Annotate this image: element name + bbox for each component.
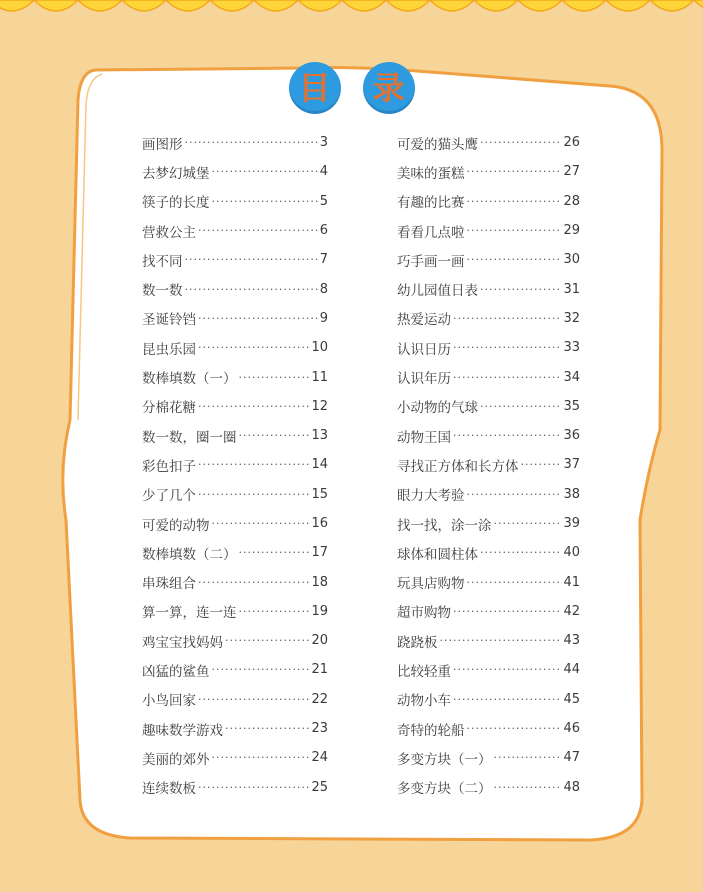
toc-entry-title: 凶猛的鲨鱼 <box>142 663 210 680</box>
toc-entry-title: 玩具店购物 <box>397 576 465 593</box>
toc-entry[interactable] <box>397 480 580 509</box>
toc-entry-page: 3 <box>319 135 328 151</box>
toc-entry[interactable] <box>397 597 580 626</box>
toc-entry-title: 昆虫乐园 <box>142 341 196 358</box>
toc-entry-page: 34 <box>563 369 580 385</box>
toc-entry[interactable] <box>142 685 328 714</box>
toc-entry[interactable] <box>142 392 328 421</box>
toc-entry-page: 48 <box>563 779 580 795</box>
toc-entry-page: 25 <box>311 779 328 795</box>
toc-entry-page: 40 <box>563 545 580 561</box>
toc-entry-page: 26 <box>563 135 580 151</box>
dot-leader <box>480 400 561 413</box>
dot-leader <box>198 576 309 589</box>
dot-leader <box>467 253 562 266</box>
toc-entry[interactable] <box>142 597 328 626</box>
toc-entry-title: 有趣的比赛 <box>397 195 465 212</box>
toc-entry-page: 9 <box>319 310 328 326</box>
dot-leader <box>521 458 562 471</box>
toc-entry-page: 27 <box>563 164 580 180</box>
toc-entry-title: 看看几点啦 <box>397 224 465 241</box>
toc-entry-title: 彩色扣子 <box>142 458 196 475</box>
toc-entry-page: 5 <box>319 193 328 209</box>
toc-entry-page: 30 <box>563 252 580 268</box>
toc-entry[interactable] <box>142 157 328 186</box>
toc-entry[interactable] <box>397 509 580 538</box>
toc-entry-page: 10 <box>311 340 328 356</box>
toc-entry[interactable] <box>397 128 580 157</box>
toc-entry[interactable] <box>397 216 580 245</box>
toc-entry-title: 连续数板 <box>142 781 196 798</box>
toc-entry[interactable] <box>142 655 328 684</box>
toc-entry[interactable] <box>397 655 580 684</box>
toc-entry-page: 38 <box>563 486 580 502</box>
toc-entry[interactable] <box>397 538 580 567</box>
toc-entry[interactable] <box>142 450 328 479</box>
toc-entry[interactable] <box>397 274 580 303</box>
toc-entry-title: 鸡宝宝找妈妈 <box>142 634 223 651</box>
toc-entry[interactable] <box>142 245 328 274</box>
toc-entry-title: 找不同 <box>142 253 183 270</box>
toc-entry[interactable] <box>142 304 328 333</box>
toc-entry[interactable] <box>397 362 580 391</box>
toc-entry-title: 找一找，涂一涂 <box>397 517 492 534</box>
toc-entry-page: 6 <box>319 223 328 239</box>
toc-entry-page: 21 <box>311 662 328 678</box>
toc-entry-page: 32 <box>563 310 580 326</box>
toc-entry-page: 41 <box>563 574 580 590</box>
toc-entry-page: 36 <box>563 428 580 444</box>
dot-leader <box>453 371 561 384</box>
dot-leader <box>185 283 318 296</box>
toc-entry-title: 多变方块（一） <box>397 751 492 768</box>
dot-leader <box>494 517 562 530</box>
toc-entry-title: 多变方块（二） <box>397 781 492 798</box>
toc-entry-page: 7 <box>319 252 328 268</box>
toc-entry[interactable] <box>397 567 580 596</box>
toc-entry-page: 19 <box>311 603 328 619</box>
toc-entry[interactable] <box>397 157 580 186</box>
toc-entry-title: 小鸟回家 <box>142 693 196 710</box>
toc-entry-title: 动物小车 <box>397 693 451 710</box>
dot-leader <box>198 458 309 471</box>
title-badge-2 <box>363 62 415 114</box>
toc-entry[interactable] <box>397 245 580 274</box>
toc-entry[interactable] <box>397 773 580 802</box>
toc-entry-title: 可爱的动物 <box>142 517 210 534</box>
toc-entry[interactable] <box>397 743 580 772</box>
toc-entry[interactable] <box>142 773 328 802</box>
toc-entry-title: 小动物的气球 <box>397 400 478 417</box>
dot-leader <box>212 751 310 764</box>
toc-entry-page: 13 <box>311 428 328 444</box>
toc-entry-page: 42 <box>563 603 580 619</box>
dot-leader <box>185 136 318 149</box>
toc-entry[interactable] <box>142 626 328 655</box>
dot-leader <box>480 136 561 149</box>
title-badge-1 <box>289 62 341 114</box>
dot-leader <box>198 488 309 501</box>
dot-leader <box>467 722 562 735</box>
toc-entry-title: 圣诞铃铛 <box>142 312 196 329</box>
toc-entry[interactable] <box>142 538 328 567</box>
toc-entry-title: 数一数 <box>142 283 183 300</box>
dot-leader <box>453 341 561 354</box>
toc-column-right <box>397 128 580 802</box>
toc-entry[interactable] <box>397 333 580 362</box>
toc-entry-page: 29 <box>563 223 580 239</box>
dot-leader <box>453 429 561 442</box>
toc-entry[interactable] <box>397 187 580 216</box>
dot-leader <box>198 224 318 237</box>
toc-entry-page: 35 <box>563 398 580 414</box>
toc-entry[interactable] <box>142 421 328 450</box>
toc-entry[interactable] <box>142 567 328 596</box>
toc-entry-page: 44 <box>563 662 580 678</box>
toc-entry[interactable] <box>397 450 580 479</box>
toc-entry-title: 巧手画一画 <box>397 253 465 270</box>
dot-leader <box>480 546 561 559</box>
toc-entry-title: 趣味数学游戏 <box>142 722 223 739</box>
dot-leader <box>453 663 561 676</box>
toc-column-left <box>142 128 328 802</box>
toc-entry-page: 43 <box>563 633 580 649</box>
dot-leader <box>212 195 318 208</box>
dot-leader <box>225 722 309 735</box>
toc-entry-page: 46 <box>563 721 580 737</box>
toc-entry[interactable] <box>397 392 580 421</box>
toc-entry-page: 23 <box>311 721 328 737</box>
toc-entry-page: 22 <box>311 691 328 707</box>
dot-leader <box>467 488 562 501</box>
toc-entry-page: 39 <box>563 516 580 531</box>
toc-entry[interactable] <box>142 128 328 157</box>
toc-entry-title: 动物王国 <box>397 429 451 446</box>
toc-entry-title: 串珠组合 <box>142 576 196 593</box>
dot-leader <box>239 429 310 442</box>
toc-entry-title: 数一数，圈一圈 <box>142 429 237 446</box>
toc-entry-title: 认识日历 <box>397 341 451 358</box>
dot-leader <box>467 195 562 208</box>
dot-leader <box>212 663 310 676</box>
toc-entry-page: 4 <box>319 164 328 180</box>
toc-entry-title: 算一算，连一连 <box>142 605 237 622</box>
toc-entry-page: 47 <box>563 750 580 766</box>
toc-title <box>0 62 703 114</box>
toc-entry-page: 33 <box>563 340 580 356</box>
toc-entry-title: 美味的蛋糕 <box>397 165 465 182</box>
toc-entry-title: 美丽的郊外 <box>142 751 210 768</box>
dot-leader <box>453 312 561 325</box>
toc-entry[interactable] <box>397 626 580 655</box>
toc-entry-title: 热爱运动 <box>397 312 451 329</box>
dot-leader <box>453 605 561 618</box>
toc-entry[interactable] <box>142 480 328 509</box>
dot-leader <box>198 400 309 413</box>
toc-entry-title: 奇特的轮船 <box>397 722 465 739</box>
toc-entry-page: 31 <box>563 281 580 297</box>
dot-leader <box>212 517 310 530</box>
toc-entry-title: 画图形 <box>142 136 183 153</box>
toc-entry-title: 分棉花糖 <box>142 400 196 417</box>
toc-entry-page: 37 <box>563 457 580 473</box>
toc-entry-title: 营救公主 <box>142 224 196 241</box>
toc-entry[interactable] <box>142 509 328 538</box>
toc-entry-title: 眼力大考验 <box>397 488 465 505</box>
toc-entry[interactable] <box>142 333 328 362</box>
dot-leader <box>494 751 562 764</box>
toc-entry-page: 8 <box>319 281 328 297</box>
toc-entry-title: 少了几个 <box>142 488 196 505</box>
toc-entry[interactable] <box>397 304 580 333</box>
toc-entry-title: 幼儿园值日表 <box>397 283 478 300</box>
toc-entry-title: 超市购物 <box>397 605 451 622</box>
toc-entry-title: 比较轻重 <box>397 663 451 680</box>
toc-entry[interactable] <box>142 216 328 245</box>
toc-entry-title: 数棒填数（一） <box>142 371 237 388</box>
toc-entry-page: 16 <box>311 516 328 531</box>
dot-leader <box>198 781 309 794</box>
toc-entry[interactable] <box>142 274 328 303</box>
toc-entry[interactable] <box>142 362 328 391</box>
dot-leader <box>239 546 310 559</box>
toc-entry-page: 17 <box>311 545 328 561</box>
toc-entry[interactable] <box>142 714 328 743</box>
toc-entry-page: 18 <box>311 574 328 590</box>
toc-entry-page: 11 <box>311 369 328 385</box>
title-char-1: 目 <box>298 69 331 107</box>
toc-entry-title: 数棒填数（二） <box>142 546 237 563</box>
title-char-2: 录 <box>372 69 405 107</box>
toc-entry-title: 跷跷板 <box>397 634 438 651</box>
dot-leader <box>239 605 310 618</box>
dot-leader <box>185 253 318 266</box>
toc-entry-page: 20 <box>311 633 328 649</box>
toc-entry-title: 去梦幻城堡 <box>142 165 210 182</box>
dot-leader <box>467 576 562 589</box>
dot-leader <box>212 165 318 178</box>
toc-entry-page: 28 <box>563 193 580 209</box>
toc-entry[interactable] <box>142 187 328 216</box>
toc-entry[interactable] <box>142 743 328 772</box>
toc-entry-page: 15 <box>311 486 328 502</box>
toc-entry-title: 寻找正方体和长方体 <box>397 458 519 475</box>
dot-leader <box>198 312 318 325</box>
toc-entry[interactable] <box>397 421 580 450</box>
dot-leader <box>440 634 562 647</box>
dot-leader <box>467 224 562 237</box>
toc-entry-page: 12 <box>311 398 328 414</box>
dot-leader <box>467 165 562 178</box>
toc-entry[interactable] <box>397 714 580 743</box>
dot-leader <box>453 693 561 706</box>
toc-entry-title: 可爱的猫头鹰 <box>397 136 478 153</box>
toc-entry-title: 认识年历 <box>397 371 451 388</box>
toc-entry-page: 24 <box>311 750 328 766</box>
dot-leader <box>239 371 310 384</box>
dot-leader <box>198 693 309 706</box>
dot-leader <box>480 283 561 296</box>
toc-entry-title: 筷子的长度 <box>142 195 210 212</box>
toc-entry[interactable] <box>397 685 580 714</box>
dot-leader <box>198 341 309 354</box>
dot-leader <box>494 781 562 794</box>
toc-entry-title: 球体和圆柱体 <box>397 546 478 563</box>
dot-leader <box>225 634 309 647</box>
toc-entry-page: 14 <box>311 457 328 473</box>
toc-entry-page: 45 <box>563 691 580 707</box>
